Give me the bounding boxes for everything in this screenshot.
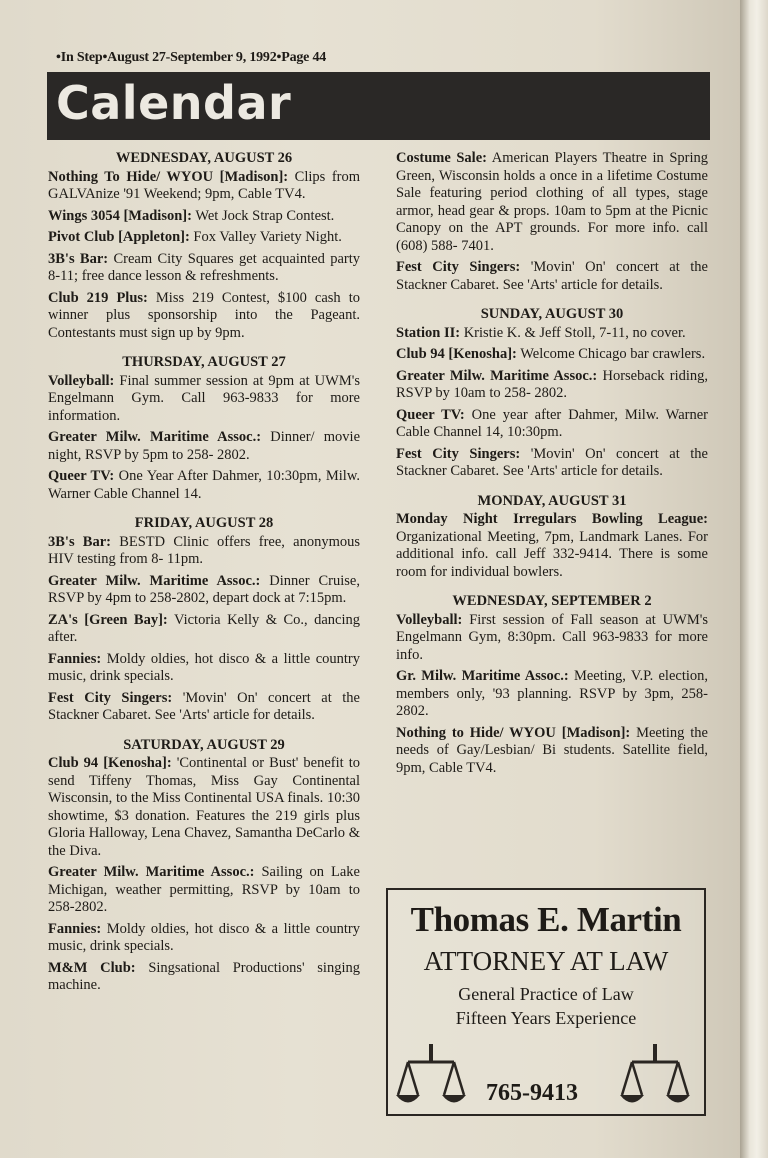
entry-description: One Year After Dahmer, 10:30pm, Milw. Warner Cable Channel 14. [48,468,360,502]
calendar-entry [48,690,360,725]
entry-description: Dinner Cruise, RSVP by 4pm to 258-2802, depart dock at 7:15pm. [48,572,360,606]
entry-venue: Greater Milw. Maritime Assoc.: [48,864,255,880]
entry-description: Cream City Squares get acquainted party 8-11; free dance lesson & refreshments. [48,250,361,284]
entry-description: Meeting the needs of Gay/Lesbian/ Bi students. Satellite field, 9pm, Cable TV4. [396,724,708,776]
calendar-entry [396,446,708,481]
attorney-advertisement [386,888,706,1116]
entry-description: Victoria Kelly & Co., dancing after. [48,611,360,645]
entry-venue: Greater Milw. Maritime Assoc.: [48,429,262,445]
entry-venue: Fest City Singers: [396,445,521,462]
ad-attorney-name: Thomas E. Martin [410,900,682,939]
entry-venue: Fannies: [48,920,102,937]
calendar-entry [48,429,360,464]
entry-description: Organizational Meeting, 7pm, Landmark Lanes. For additional info. call Jeff 332-9414. There is some room for individual bowlers. [396,528,708,580]
entry-venue: Fannies: [48,650,102,667]
entry-venue: Club 94 [Kenosha]: [48,755,172,771]
entry-venue: Wings 3054 [Madison]: [48,207,192,224]
entry-description: Singsational Productions' singing machine. [48,959,360,993]
calendar-entry [396,368,708,403]
ad-experience-line: Fifteen Years Experience [455,1008,637,1028]
calendar-entry [396,511,708,581]
entry-venue: Club 94 [Kenosha]: [396,346,517,362]
entry-description: BESTD Clinic offers free, anonymous HIV testing from 8- 11pm. [48,533,361,567]
calendar-column-right [396,150,708,781]
entry-venue: Volleyball: [48,372,115,389]
entry-venue: Fest City Singers: [48,689,173,706]
entry-venue: ZA's [Green Bay]: [48,611,168,628]
entry-venue: 3B's Bar: [48,250,109,267]
calendar-entry [396,346,708,364]
entry-description: Kristie K. & Jeff Stoll, 7-11, no cover. [463,324,686,341]
entry-venue: Nothing To Hide/ WYOU [Madison]: [48,168,289,185]
calendar-entry [48,864,360,917]
scales-of-justice-icon [396,1040,466,1112]
entry-description: One year after Dahmer, Milw. Warner Cable Channel 14, 10:30pm. [396,406,708,440]
section-banner [47,72,710,140]
calendar-entry [48,229,360,247]
calendar-entry [48,534,360,569]
calendar-entry [396,407,708,442]
entry-venue: Monday Night Irregulars Bowling League: [396,511,708,527]
entry-description: Final summer session at 9pm at UWM's Engelmann Gym. Call 963-9833 for more information. [48,372,360,424]
entry-description: Sailing on Lake Michigan, weather permitting, RSVP by 10am to 258-2802. [48,864,360,915]
calendar-entry [48,373,360,426]
calendar-entry [48,251,360,286]
entry-venue: 3B's Bar: [48,533,111,550]
calendar-entry [396,150,708,255]
entry-venue: Costume Sale: [396,150,487,166]
entry-description: 'Movin' On' concert at the Stackner Cabaret. See 'Arts' article for details. [396,259,708,293]
calendar-entry [48,921,360,956]
entry-venue: Club 219 Plus: [48,289,148,306]
calendar-entry [48,960,360,995]
calendar-entry [396,668,708,721]
entry-venue: Greater Milw. Maritime Assoc.: [396,367,598,384]
entry-description: Horseback riding, RSVP by 10am to 258- 2802. [396,367,708,401]
calendar-column-left [48,150,360,999]
calendar-entry [48,290,360,343]
entry-description: 'Movin' On' concert at the Stackner Cabaret. See 'Arts' article for details. [48,689,360,723]
entry-description: Welcome Chicago bar crawlers. [520,346,706,362]
page-folio: •In Step•August 27-September 9, 1992•Page 44 [56,50,327,65]
entry-venue: Volleyball: [396,611,463,628]
entry-description: First session of Fall season at UWM's Engelmann Gym, 8:30pm. Call 963-9833 for more info. [396,611,708,663]
day-heading: FRIDAY, AUGUST 28 [134,515,274,531]
entry-venue: Queer TV: [48,468,115,484]
entry-venue: M&M Club: [48,959,136,976]
day-heading: WEDNESDAY, AUGUST 26 [115,150,293,166]
day-heading: THURSDAY, AUGUST 27 [122,354,286,370]
entry-description: 'Continental or Bust' benefit to send Tiffeny Thomas, Miss Gay Continental Wisconsin, to the Miss Continental USA finals. 10:30 showtime, $3 donation. Features the 219 girls plus Gloria Halloway, Lena Chavez, Samantha DeCarlo & the Diva. [48,755,360,859]
entry-description: Meeting, V.P. election, members only, '93 planning. RSVP by 3pm, 258- 2802. [396,668,709,719]
day-heading: SUNDAY, AUGUST 30 [480,306,624,322]
entry-venue: Gr. Milw. Maritime Assoc.: [396,668,569,684]
entry-description: Miss 219 Contest, $100 cash to winner plus sponsorship into the Pageant. Contestants must sign up by 9pm. [48,289,360,341]
ad-practice-line: General Practice of Law [458,984,634,1004]
calendar-entry [48,651,360,686]
entry-description: Wet Jock Strap Contest. [195,207,335,224]
entry-description: Moldy oldies, hot disco & a little country music, drink specials. [48,650,361,684]
day-heading: SATURDAY, AUGUST 29 [123,736,285,753]
day-heading: MONDAY, AUGUST 31 [477,492,627,509]
day-heading: WEDNESDAY, SEPTEMBER 2 [452,593,652,609]
calendar-entry [396,259,708,294]
ad-attorney-title: ATTORNEY AT LAW [423,946,669,976]
entry-description: Dinner/ movie night, RSVP by 5pm to 258- 2802. [48,429,361,463]
entry-venue: Nothing to Hide/ WYOU [Madison]: [396,724,631,741]
calendar-entry [48,468,360,503]
entry-description: Clips from GALVAnize '91 Weekend; 9pm, Cable TV4. [48,168,360,202]
calendar-entry [396,725,708,778]
scales-of-justice-icon [620,1040,690,1112]
entry-description: Fox Valley Variety Night. [193,229,342,245]
entry-venue: Pivot Club [Appleton]: [48,229,190,245]
calendar-entry [48,573,360,608]
calendar-entry [48,612,360,647]
entry-venue: Queer TV: [396,406,465,423]
binding-spine [740,0,768,1158]
calendar-entry [396,325,708,343]
entry-description: Moldy oldies, hot disco & a little country music, drink specials. [48,920,361,954]
entry-venue: Greater Milw. Maritime Assoc.: [48,572,261,589]
section-title: Calendar [56,76,292,130]
calendar-entry [396,612,708,665]
ad-phone-number: 765-9413 [486,1080,578,1106]
calendar-entry [48,208,360,226]
calendar-entry [48,169,360,204]
calendar-entry [48,755,360,860]
entry-venue: Station II: [396,324,461,341]
entry-description: 'Movin' On' concert at the Stackner Cabaret. See 'Arts' article for details. [396,445,708,479]
entry-venue: Fest City Singers: [396,259,521,275]
entry-description: American Players Theatre in Spring Green, Wisconsin holds a once in a lifetime Costume Sale featuring period clothing of all types, stage armor, head gear & props. 10am to 5pm at the Picnic Canopy on the APT grounds. For more info. call (608) 588- 7401. [396,150,709,254]
